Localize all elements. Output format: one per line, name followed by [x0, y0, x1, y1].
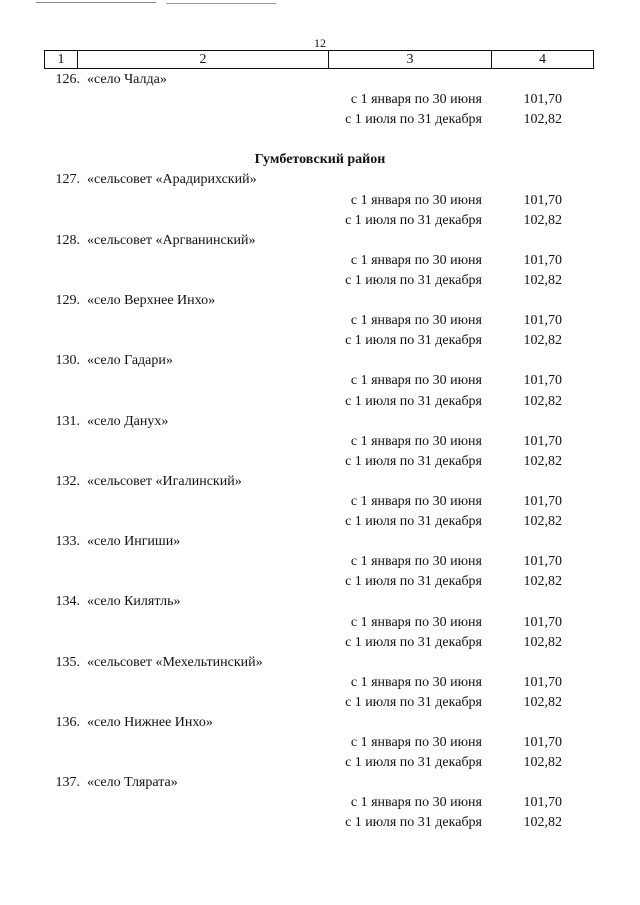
period-row	[0, 633, 640, 653]
period-row	[0, 191, 640, 211]
index-value: 102,82	[523, 514, 562, 530]
row-number: 127.	[55, 172, 80, 188]
table-body	[0, 70, 640, 834]
period-row	[0, 512, 640, 532]
settlement-name: «село Чалда»	[87, 72, 167, 87]
period-label: с 1 января по 30 июня	[350, 554, 482, 570]
header-col-2: 2	[78, 51, 329, 68]
settlement-name: «сельсовет «Аргванинский»	[87, 232, 256, 248]
index-value: 102,82	[523, 333, 562, 349]
index-value: 102,82	[523, 574, 562, 590]
row-number: 130.	[55, 353, 80, 369]
settlement-row	[0, 351, 640, 371]
scan-line	[166, 3, 276, 4]
row-number: 131.	[55, 413, 80, 429]
period-row	[0, 693, 640, 713]
period-row	[0, 552, 640, 572]
period-row	[0, 311, 640, 331]
index-value: 101,70	[523, 92, 562, 108]
scan-line	[36, 2, 156, 3]
settlement-name: «село Нижнее Инхо»	[87, 715, 213, 730]
index-value: 101,70	[523, 735, 562, 751]
period-label: с 1 июля по 31 декабря	[345, 694, 482, 710]
period-label: с 1 января по 30 июня	[350, 373, 482, 389]
settlement-row	[0, 532, 640, 552]
row-number: 126.	[55, 72, 80, 87]
settlement-row	[0, 231, 640, 251]
period-row	[0, 211, 640, 231]
period-row	[0, 813, 640, 833]
period-label: с 1 января по 30 июня	[350, 795, 482, 811]
settlement-row	[0, 291, 640, 311]
period-row	[0, 492, 640, 512]
settlement-name: «сельсовет «Арадирихский»	[87, 172, 257, 188]
period-label: с 1 июля по 31 декабря	[345, 272, 482, 288]
settlement-name: «село Ингиши»	[87, 534, 181, 550]
index-value: 102,82	[523, 755, 562, 771]
period-row	[0, 392, 640, 412]
period-row	[0, 733, 640, 753]
index-value: 102,82	[523, 634, 562, 650]
settlement-row	[0, 412, 640, 432]
settlement-row	[0, 773, 640, 793]
period-row	[0, 673, 640, 693]
index-value: 102,82	[523, 694, 562, 710]
index-value: 101,70	[523, 192, 562, 208]
period-label: с 1 июля по 31 декабря	[345, 333, 482, 349]
index-value: 101,70	[523, 313, 562, 329]
index-value: 101,70	[523, 493, 562, 509]
period-row	[0, 251, 640, 271]
period-label: с 1 января по 30 июня	[350, 252, 482, 268]
spacer-row	[0, 130, 640, 150]
period-row	[0, 371, 640, 391]
settlement-name: «село Верхнее Инхо»	[87, 293, 216, 309]
period-label: с 1 января по 30 июня	[350, 92, 482, 108]
header-col-3: 3	[329, 51, 492, 68]
index-value: 102,82	[523, 272, 562, 288]
index-value: 101,70	[523, 433, 562, 449]
period-row	[0, 110, 640, 130]
settlement-name: «село Гадари»	[87, 353, 173, 369]
period-label: с 1 июля по 31 декабря	[345, 815, 482, 831]
period-label: с 1 января по 30 июня	[350, 493, 482, 509]
period-row	[0, 432, 640, 452]
period-label: с 1 января по 30 июня	[350, 674, 482, 690]
period-row	[0, 793, 640, 813]
period-label: с 1 июля по 31 декабря	[345, 574, 482, 590]
settlement-name: «сельсовет «Мехельтинский»	[87, 654, 263, 670]
index-value: 102,82	[523, 815, 562, 831]
period-row	[0, 572, 640, 592]
index-value: 101,70	[523, 554, 562, 570]
row-number: 136.	[55, 715, 80, 730]
row-number: 129.	[55, 293, 80, 309]
period-label: с 1 июля по 31 декабря	[345, 634, 482, 650]
index-value: 101,70	[523, 252, 562, 268]
row-number: 132.	[55, 473, 80, 489]
settlement-row	[0, 653, 640, 673]
settlement-name: «сельсовет «Игалинский»	[87, 473, 242, 489]
period-label: с 1 января по 30 июня	[350, 192, 482, 208]
period-label: с 1 января по 30 июня	[350, 614, 482, 630]
period-row	[0, 613, 640, 633]
page-number: 12	[314, 36, 326, 50]
index-value: 102,82	[523, 112, 562, 128]
row-number: 134.	[55, 594, 80, 610]
index-value: 102,82	[523, 453, 562, 469]
district-heading: Гумбетовский район	[254, 152, 386, 168]
period-label: с 1 июля по 31 декабря	[345, 514, 482, 530]
row-number: 128.	[55, 232, 80, 248]
settlement-name: «село Килятль»	[87, 594, 181, 610]
period-label: с 1 января по 30 июня	[350, 735, 482, 751]
index-value: 101,70	[523, 674, 562, 690]
index-value: 101,70	[523, 795, 562, 811]
row-number: 133.	[55, 534, 80, 550]
table-header	[44, 50, 594, 69]
period-label: с 1 июля по 31 декабря	[345, 453, 482, 469]
period-label: с 1 июля по 31 декабря	[345, 112, 482, 128]
period-row	[0, 90, 640, 110]
row-number: 135.	[55, 654, 80, 670]
index-value: 102,82	[523, 393, 562, 409]
district-heading-row	[0, 150, 640, 170]
period-row	[0, 753, 640, 773]
period-row	[0, 271, 640, 291]
period-label: с 1 июля по 31 декабря	[345, 393, 482, 409]
index-value: 101,70	[523, 614, 562, 630]
settlement-row	[0, 713, 640, 733]
scan-top-marks	[36, 0, 286, 6]
settlement-row	[0, 472, 640, 492]
header-col-1: 1	[45, 51, 78, 68]
settlement-row	[0, 592, 640, 612]
settlement-name: «село Тлярата»	[87, 775, 178, 791]
settlement-row	[0, 70, 640, 90]
index-value: 101,70	[523, 373, 562, 389]
period-row	[0, 452, 640, 472]
header-col-4: 4	[539, 52, 546, 67]
period-label: с 1 января по 30 июня	[350, 313, 482, 329]
index-value: 102,82	[523, 212, 562, 228]
period-label: с 1 июля по 31 декабря	[345, 755, 482, 771]
period-label: с 1 июля по 31 декабря	[345, 212, 482, 228]
period-row	[0, 331, 640, 351]
row-number: 137.	[55, 775, 80, 791]
settlement-row	[0, 170, 640, 190]
settlement-name: «село Данух»	[87, 413, 169, 429]
period-label: с 1 января по 30 июня	[350, 433, 482, 449]
